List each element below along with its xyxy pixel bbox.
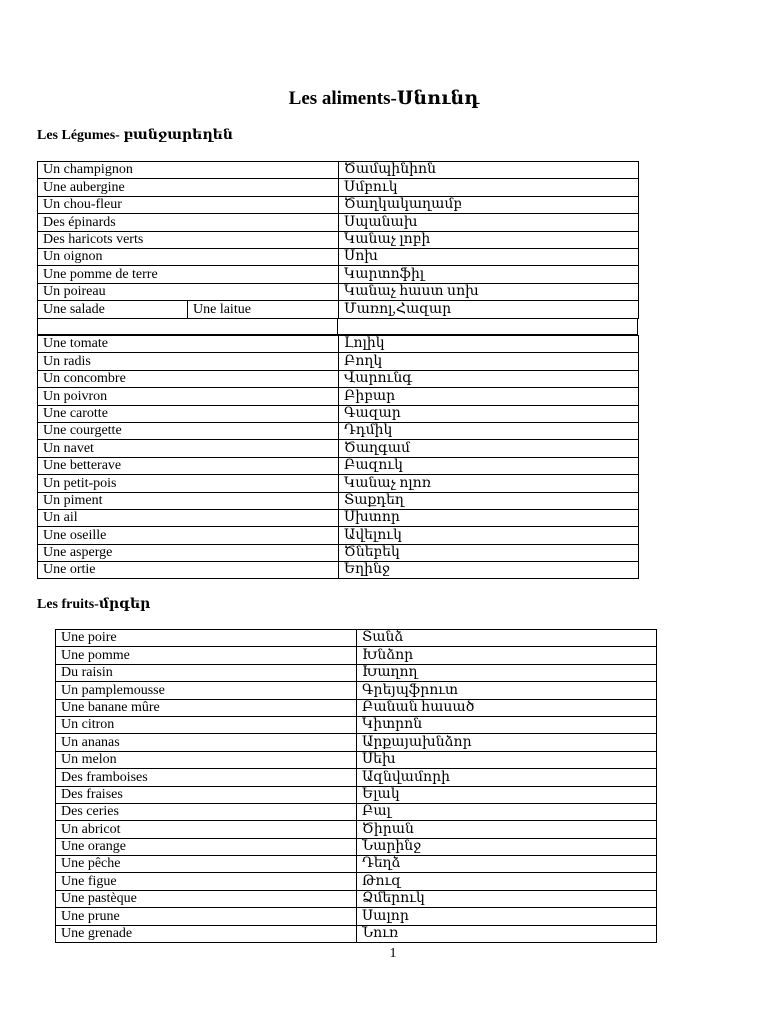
french-word-cell: Un pamplemousse (56, 682, 357, 699)
page-number: 1 (389, 946, 397, 961)
armenian-translation-cell: Եղինջ (339, 562, 639, 579)
table-row (56, 873, 657, 890)
french-word-cell: Une tomate (38, 336, 339, 353)
armenian-translation-cell: Կանաչ ոլոռ (339, 475, 639, 492)
armenian-translation-cell: Գազար (339, 405, 639, 422)
armenian-translation-cell: Ծաղգամ (339, 440, 639, 457)
table-row (56, 751, 657, 768)
table-row (56, 925, 657, 942)
french-word-cell: Du raisin (56, 664, 357, 681)
table-row (56, 821, 657, 838)
legumes-table-part2 (37, 335, 639, 579)
table-row (38, 370, 639, 387)
table-row (56, 716, 657, 733)
legumes-empty-row (37, 318, 638, 335)
armenian-translation-cell: Սմբուկ (339, 179, 639, 196)
table-row (38, 248, 639, 265)
french-word-cell: Une asperge (38, 544, 339, 561)
french-word-cell: Un champignon (38, 162, 339, 179)
table-row (56, 630, 657, 647)
table-row (38, 562, 639, 579)
armenian-translation-cell: Արքայախնձոր (357, 734, 657, 751)
armenian-translation-cell: Ծիրան (357, 821, 657, 838)
french-word-cell: Un navet (38, 440, 339, 457)
french-word-cell: Une aubergine (38, 179, 339, 196)
empty-cell (338, 318, 638, 335)
table-row (38, 283, 639, 300)
table-row (38, 162, 639, 179)
french-word-cell: Des framboises (56, 769, 357, 786)
armenian-translation-cell: Ծամպինիոն (339, 162, 639, 179)
armenian-translation-cell: Ելակ (357, 786, 657, 803)
armenian-translation-cell: Խնձոր (357, 647, 657, 664)
table-row (56, 786, 657, 803)
french-word-cell: Une figue (56, 873, 357, 890)
armenian-translation-cell: Սխտոր (339, 509, 639, 526)
french-word-cell: Une banane mûre (56, 699, 357, 716)
armenian-translation-cell: Բողկ (339, 353, 639, 370)
table-row (56, 908, 657, 925)
armenian-translation-cell: Խաղող (357, 664, 657, 681)
french-word-cell: Une pêche (56, 856, 357, 873)
table-row (56, 890, 657, 907)
french-word-cell: Une carotte (38, 405, 339, 422)
table-row (56, 838, 657, 855)
french-word-cell: Une betterave (38, 457, 339, 474)
table-row (56, 699, 657, 716)
armenian-translation-cell: Գրեյպֆրուտ (357, 682, 657, 699)
armenian-translation-cell: Ավելուկ (339, 527, 639, 544)
armenian-translation-cell: Մառոլ,Հազար (339, 301, 639, 318)
table-row (38, 336, 639, 353)
legumes-heading: Les Légumes- բանջարեղեն (37, 128, 233, 143)
french-word-cell: Une laitue (188, 301, 339, 318)
armenian-translation-cell: Կանաչ հաստ սոխ (339, 283, 639, 300)
french-word-cell: Un petit-pois (38, 475, 339, 492)
french-word-cell: Des haricots verts (38, 231, 339, 248)
table-row (38, 353, 639, 370)
french-word-cell: Des ceries (56, 803, 357, 820)
table-row (56, 769, 657, 786)
armenian-translation-cell: Ծնեբեկ (339, 544, 639, 561)
french-word-cell: Une orange (56, 838, 357, 855)
table-row (38, 440, 639, 457)
armenian-translation-cell: Սեխ (357, 751, 657, 768)
armenian-translation-cell: Վարունգ (339, 370, 639, 387)
fruits-table (55, 629, 657, 943)
french-word-cell: Une pomme de terre (38, 266, 339, 283)
french-word-cell: Un chou-fleur (38, 196, 339, 213)
french-word-cell: Des fraises (56, 786, 357, 803)
french-word-cell: Un oignon (38, 248, 339, 265)
french-word-cell: Un citron (56, 716, 357, 733)
french-word-cell: Une courgette (38, 422, 339, 439)
table-row (38, 492, 639, 509)
table-row (38, 509, 639, 526)
table-row (56, 856, 657, 873)
french-word-cell: Une oseille (38, 527, 339, 544)
armenian-translation-cell: Ազնվամորի (357, 769, 657, 786)
table-row (38, 196, 639, 213)
table-row (38, 544, 639, 561)
french-word-cell: Une pomme (56, 647, 357, 664)
armenian-translation-cell: Թուզ (357, 873, 657, 890)
armenian-translation-cell: Կարտոֆիլ (339, 266, 639, 283)
armenian-translation-cell: Դդմիկ (339, 422, 639, 439)
french-word-cell: Une pastèque (56, 890, 357, 907)
table-row (38, 457, 639, 474)
french-word-cell: Un concombre (38, 370, 339, 387)
french-word-cell: Un poivron (38, 388, 339, 405)
page-title: Les aliments-Սնունդ (288, 88, 480, 109)
armenian-translation-cell: Բանան հասած (357, 699, 657, 716)
french-word-cell: Une grenade (56, 925, 357, 942)
table-row (38, 405, 639, 422)
french-word-cell: Un poireau (38, 283, 339, 300)
empty-cell (37, 318, 338, 335)
table-row (38, 214, 639, 231)
table-row (38, 475, 639, 492)
armenian-translation-cell: Բիբար (339, 388, 639, 405)
table-row (38, 266, 639, 283)
french-word-cell: Un piment (38, 492, 339, 509)
french-word-cell: Une ortie (38, 562, 339, 579)
french-word-cell: Un abricot (56, 821, 357, 838)
armenian-translation-cell: Տանձ (357, 630, 657, 647)
legumes-table-part1 (37, 161, 639, 319)
armenian-translation-cell: Բազուկ (339, 457, 639, 474)
table-row (38, 388, 639, 405)
table-row (56, 664, 657, 681)
fruits-heading: Les fruits-մրգեր (37, 597, 151, 612)
table-row (38, 422, 639, 439)
table-row (38, 301, 639, 318)
table-row (38, 179, 639, 196)
french-word-cell: Des épinards (38, 214, 339, 231)
armenian-translation-cell: Կանաչ լոբի (339, 231, 639, 248)
armenian-translation-cell: Սպանախ (339, 214, 639, 231)
armenian-translation-cell: Ծաղկակաղամբ (339, 196, 639, 213)
french-word-cell: Un radis (38, 353, 339, 370)
french-word-cell: Un ail (38, 509, 339, 526)
armenian-translation-cell: Սալոր (357, 908, 657, 925)
table-row (38, 527, 639, 544)
armenian-translation-cell: Բալ (357, 803, 657, 820)
french-word-cell: Une prune (56, 908, 357, 925)
armenian-translation-cell: Կիտրոն (357, 716, 657, 733)
table-row (56, 647, 657, 664)
table-row (38, 231, 639, 248)
armenian-translation-cell: Դեղձ (357, 856, 657, 873)
armenian-translation-cell: Նարինջ (357, 838, 657, 855)
table-row (56, 682, 657, 699)
french-word-cell: Un ananas (56, 734, 357, 751)
armenian-translation-cell: Տաքդեղ (339, 492, 639, 509)
french-word-cell: Une poire (56, 630, 357, 647)
table-row (56, 803, 657, 820)
armenian-translation-cell: Ձմերուկ (357, 890, 657, 907)
armenian-translation-cell: Նուռ (357, 925, 657, 942)
armenian-translation-cell: Սոխ (339, 248, 639, 265)
french-word-cell: Un melon (56, 751, 357, 768)
armenian-translation-cell: Լոլիկ (339, 336, 639, 353)
french-word-cell: Une salade (38, 301, 188, 318)
table-row (56, 734, 657, 751)
